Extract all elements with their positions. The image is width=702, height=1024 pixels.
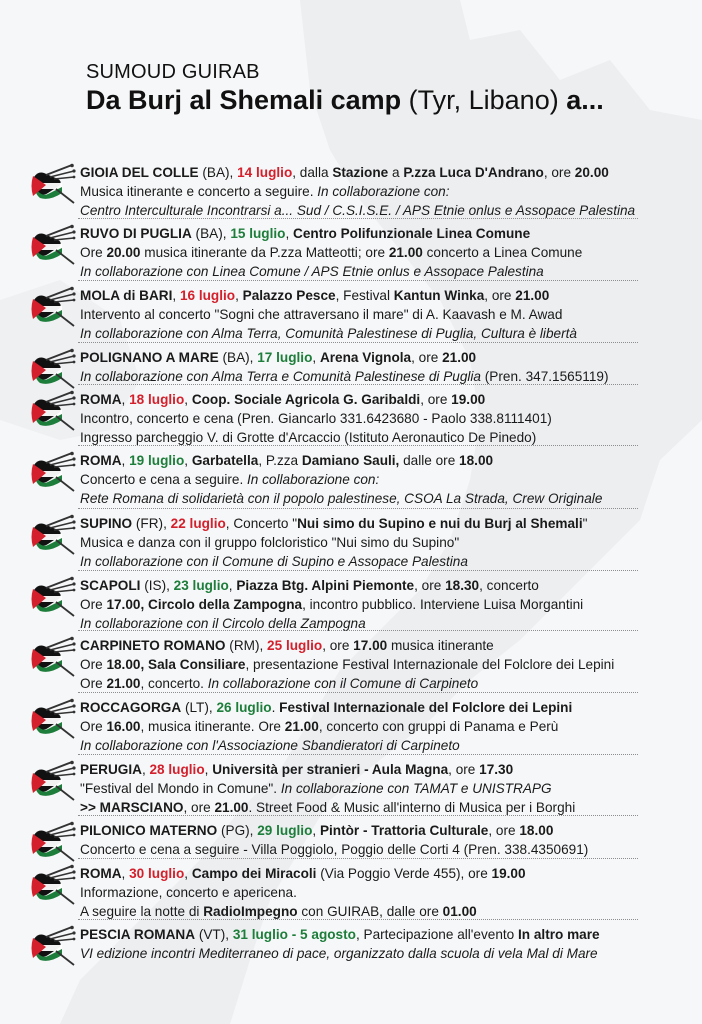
event-text-segment: (Pren. 347.1565119) [481,369,609,384]
event-text [80,451,692,508]
event-text-segment: , incontro pubblico. Interviene Luisa Morgantini [302,597,584,612]
event-text-segment: Ore [80,597,107,612]
dotted-separator [78,445,638,446]
event-text-segment: 21.00 [106,676,141,691]
event-date: 28 luglio [149,762,205,777]
event-line [80,324,692,343]
event-text-segment: , [312,350,320,365]
event-text-segment: , ore [488,823,520,838]
event-text [80,514,692,571]
event-line [80,864,692,883]
event-text-segment: , Concerto " [225,516,298,531]
event-line [80,470,692,489]
tour-title-end: a... [566,85,604,115]
event-text-segment: , ore [183,800,215,815]
bagpipe-palestine-flag-icon [28,348,76,390]
dotted-separator [78,280,638,281]
event-text-segment: , ore [411,350,443,365]
event-text-segment: Stazione [332,165,389,180]
event-text-segment: Campo dei Miracoli [191,866,317,881]
event-text-segment: 17.00 [353,638,388,653]
event-date: 25 luglio [267,638,323,653]
event-text-segment: , ore [484,288,516,303]
event-text-segment: (VT), [195,927,233,942]
event-line [80,552,692,571]
event-text-segment: Ore [80,245,107,260]
event-line [80,717,692,736]
bagpipe-palestine-flag-icon [28,864,76,906]
event-text-segment: CARPINETO ROMANO [80,638,226,653]
event-text-segment: (BA), [218,350,258,365]
event-line [80,595,692,614]
event-line [80,779,692,798]
event-text-segment: " [582,516,588,531]
event-text-segment: Damiano Sauli, [301,453,400,468]
event-text-segment: , ore [543,165,575,180]
event-date: 29 luglio [257,823,313,838]
event-text-segment: , ore [322,638,354,653]
event-line [80,409,692,428]
event-line [80,182,692,201]
event-text-segment: 21.00 [442,350,477,365]
event-text-segment: Centro Polifunzionale Linea Comune [293,226,531,241]
event-text-segment: (RM), [225,638,268,653]
event-line [80,390,692,409]
event-text [80,348,692,386]
dotted-separator [78,218,638,219]
bagpipe-palestine-flag-icon [28,760,76,802]
event-text-segment: , concerto con gruppi di Panama e Perù [318,719,559,734]
event-text-segment: In collaborazione con l'Associazione Sbandieratori di Carpineto [80,738,460,753]
event-text-segment: 19.00 [491,866,526,881]
event-date: 14 luglio [237,165,293,180]
event-text-segment: , [228,578,237,593]
event-text-segment: (BA), [198,165,238,180]
event-text-segment: Concerto e cena a seguire. [80,472,248,487]
event-text-segment: In collaborazione con TAMAT e UNISTRAPG [280,781,552,796]
bagpipe-palestine-flag-icon [28,390,76,432]
event-text-segment: (FR), [132,516,171,531]
event-text-segment: P.zza Luca D'Andrano [403,165,544,180]
event-text-segment: In collaborazione con Linea Comune / APS Etnie onlus e Assopace Palestina [80,264,544,279]
dotted-separator [78,570,638,571]
event-text-segment: , [121,866,130,881]
dotted-separator [78,342,638,343]
event-line [80,674,692,693]
event-date: 17 luglio [257,350,313,365]
event-text-segment: PILONICO MATERNO [80,823,218,838]
bagpipe-palestine-flag-icon [28,636,76,678]
event-text-segment: In altro mare [518,927,600,942]
event-text-segment: RUVO DI PUGLIA [80,226,192,241]
event-line [80,348,692,367]
event-text-segment: (Via Poggio Verde 455), ore [316,866,492,881]
bagpipe-palestine-flag-icon [28,163,76,205]
event-text-segment: , [235,288,243,303]
event-text-segment: , [121,392,130,407]
bagpipe-palestine-flag-icon [28,698,76,740]
event-text-segment: concerto a Linea Comune [422,245,583,260]
event-date: 22 luglio [170,516,226,531]
event-text-segment: 21.00 [515,288,550,303]
event-date: 15 luglio [230,226,286,241]
event-text-segment: 21.00 [284,719,319,734]
event-text-segment: , [184,866,192,881]
event-text-segment: con GUIRAB, dalle ore [297,904,443,919]
event-line [80,305,692,324]
event-text-segment: , [285,226,294,241]
event-text [80,760,692,817]
tour-title-main: Da Burj al Shemali camp [86,85,402,115]
event-line [80,163,692,182]
event-text-segment: Nui simo du Supino e nui du Burj al Shemali [297,516,583,531]
bagpipe-palestine-flag-icon [28,821,76,863]
bagpipe-palestine-flag-icon [28,224,76,266]
event-text-segment: Ore [80,719,107,734]
event-text-segment: In collaborazione con il Comune di Supino e Assopace Palestina [80,554,468,569]
dotted-separator [78,815,638,816]
bagpipe-palestine-flag-icon [28,451,76,493]
event-text-segment: , [121,453,130,468]
event-text [80,286,692,343]
event-text-segment: Kantun Winka [393,288,485,303]
event-text-segment: , ore [420,392,452,407]
event-line [80,514,692,533]
event-text-segment: Ore [80,657,107,672]
event-text-segment: A seguire la notte di [80,904,204,919]
event-text-segment: Ore [80,676,107,691]
event-text-segment: Arena Vignola [319,350,412,365]
bagpipe-palestine-flag-icon [28,576,76,618]
event-text-segment: , concerto [479,578,539,593]
event-text [80,163,692,220]
event-text-segment: 18.00 [519,823,554,838]
event-text-segment: , dalla [292,165,333,180]
event-text-segment: Centro Interculturale Incontrarsi a... Sud / C.S.I.S.E. / APS Etnie onlus e Assopace Palestina [80,203,636,218]
band-name: SUMOUD GUIRAB [86,61,260,83]
event-text-segment: , P.zza [258,453,302,468]
event-text-segment: , concerto. [140,676,208,691]
event-date: 18 luglio [129,392,185,407]
event-text-segment: , Festival [335,288,394,303]
event-line [80,533,692,552]
event-text-segment: 01.00 [442,904,477,919]
event-text-segment: (PG), [217,823,258,838]
event-text-segment: , [204,762,213,777]
event-text-segment: , [141,762,150,777]
event-text-segment: In collaborazione con Alma Terra, Comunità Palestinese di Puglia, Cultura è libertà [80,326,577,341]
event-text-segment: 16.00 [106,719,141,734]
event-date: 30 luglio [129,866,185,881]
event-text-segment: Rete Romana di solidarietà con il popolo palestinese, CSOA La Strada, Crew Originale [80,491,603,506]
event-line [80,760,692,779]
dotted-separator [78,858,638,859]
event-text-segment: , presentazione Festival Internazionale del Folclore dei Lepini [245,657,615,672]
event-text-segment: Piazza Btg. Alpini Piemonte [236,578,415,593]
event-text-segment: RadioImpegno [203,904,298,919]
event-text-segment: (LT), [181,700,217,715]
tour-title [86,84,604,116]
event-line [80,636,692,655]
event-text-segment: ROMA [80,453,122,468]
event-line [80,489,692,508]
event-text-segment: 17.30 [479,762,514,777]
dotted-separator [78,508,638,509]
event-line [80,655,692,674]
event-text-segment: In collaborazione con: [247,472,380,487]
event-text-segment: Concerto e cena a seguire - Villa Poggiolo, Poggio delle Corti 4 (Pren. 338.4350691) [80,842,589,857]
event-date: 19 luglio [129,453,185,468]
event-text-segment: , [184,453,192,468]
event-date: 31 luglio - 5 agosto [232,927,356,942]
event-text-segment: Università per stranieri - Aula Magna [212,762,449,777]
dotted-separator [78,692,638,693]
event-text [80,925,692,963]
event-text-segment: Musica e danza con il gruppo folcloristico "Nui simo du Supino" [80,535,460,550]
event-text-segment: 18.00 [459,453,494,468]
event-line [80,576,692,595]
bagpipe-palestine-flag-icon [28,925,76,967]
event-text-segment: ROMA [80,392,122,407]
event-text-segment: In collaborazione con il Comune di Carpineto [207,676,479,691]
event-text [80,636,692,693]
event-text-segment: Musica itinerante e concerto a seguire. [80,184,318,199]
event-text-segment: (BA), [191,226,231,241]
event-text-segment: SUPINO [80,516,133,531]
bagpipe-palestine-flag-icon [28,514,76,556]
event-line [80,925,692,944]
event-line [80,224,692,243]
event-text-segment: In collaborazione con: [317,184,450,199]
event-text-segment: musica itinerante da P.zza Matteotti; ore [140,245,389,260]
event-line [80,840,692,859]
event-text-segment: 18.00, Sala Consiliare [106,657,246,672]
event-text [80,224,692,281]
event-text-segment: "Festival del Mondo in Comune". [80,781,281,796]
event-text-segment: , musica itinerante. Ore [140,719,285,734]
event-text-segment: , ore [448,762,480,777]
dotted-separator [78,919,638,920]
event-date: 26 luglio [216,700,272,715]
event-line [80,944,692,963]
event-text-segment: VI edizione incontri Mediterraneo di pace, organizzato dalla scuola di vela Mal di Mare [80,946,598,961]
event-text-segment: , Partecipazione all'evento [355,927,518,942]
event-text-segment: Incontro, concerto e cena (Pren. Giancarlo 331.6423680 - Paolo 338.8111401) [80,411,552,426]
event-text-segment: Coop. Sociale Agricola G. Garibaldi [191,392,421,407]
event-line [80,286,692,305]
event-text-segment: Ingresso parcheggio V. di Grotte d'Arcaccio (Istituto Aeronautico De Pinedo) [80,430,537,445]
event-text [80,864,692,921]
event-line [80,821,692,840]
event-text-segment: musica itinerante [387,638,494,653]
event-line [80,262,692,281]
event-text-segment: SCAPOLI [80,578,141,593]
dotted-separator [78,384,638,385]
event-line [80,883,692,902]
event-text-segment: Intervento al concerto "Sogni che attraversano il mare" di A. Kaavash e M. Awad [80,307,563,322]
dotted-separator [78,630,638,631]
event-text-segment: . Street Food & Music all'interno di Musica per i Borghi [248,800,576,815]
event-text-segment: 20.00 [106,245,141,260]
event-text-segment: Festival Internazionale del Folclore dei Lepini [279,700,573,715]
event-text-segment: 21.00 [214,800,249,815]
event-text-segment: , [184,392,192,407]
event-text-segment: Pintòr - Trattoria Culturale [319,823,489,838]
event-text-segment: , [312,823,320,838]
event-line [80,736,692,755]
event-text-segment: In collaborazione con il Circolo della Zampogna [80,616,366,631]
event-text-segment: (IS), [140,578,174,593]
tour-title-location: (Tyr, Libano) [408,85,559,115]
event-text-segment: GIOIA DEL COLLE [80,165,199,180]
event-line [80,698,692,717]
event-text-segment: Palazzo Pesce [242,288,336,303]
event-text-segment: PERUGIA [80,762,142,777]
event-text-segment: 19.00 [451,392,486,407]
event-text-segment: >> MARSCIANO [80,800,184,815]
event-text-segment: dalle ore [399,453,460,468]
event-text [80,390,692,447]
event-text-segment: Garbatella [191,453,259,468]
event-text-segment: PESCIA ROMANA [80,927,196,942]
event-line [80,243,692,262]
event-text [80,698,692,755]
event-date: 23 luglio [173,578,229,593]
event-text-segment: Informazione, concerto e apericena. [80,885,297,900]
event-text [80,576,692,633]
event-text-segment: . [271,700,280,715]
event-text-segment: a [388,165,404,180]
event-date: 16 luglio [179,288,236,303]
event-text-segment: ROCCAGORGA [80,700,182,715]
poster-header [86,60,604,116]
event-text-segment: MOLA di BARI [80,288,173,303]
event-text [80,821,692,859]
dotted-separator [78,754,638,755]
event-line [80,451,692,470]
event-text-segment: ROMA [80,866,122,881]
event-text-segment: , ore [414,578,446,593]
event-text-segment: In collaborazione con Alma Terra e Comunità Palestinese di Puglia [80,369,481,384]
event-text-segment: 17.00, Circolo della Zampogna [106,597,303,612]
event-text-segment: 20.00 [574,165,609,180]
event-text-segment: , [172,288,180,303]
event-text-segment: POLIGNANO A MARE [80,350,219,365]
bagpipe-palestine-flag-icon [28,286,76,328]
event-text-segment: 18.30 [445,578,480,593]
event-text-segment: 21.00 [388,245,423,260]
